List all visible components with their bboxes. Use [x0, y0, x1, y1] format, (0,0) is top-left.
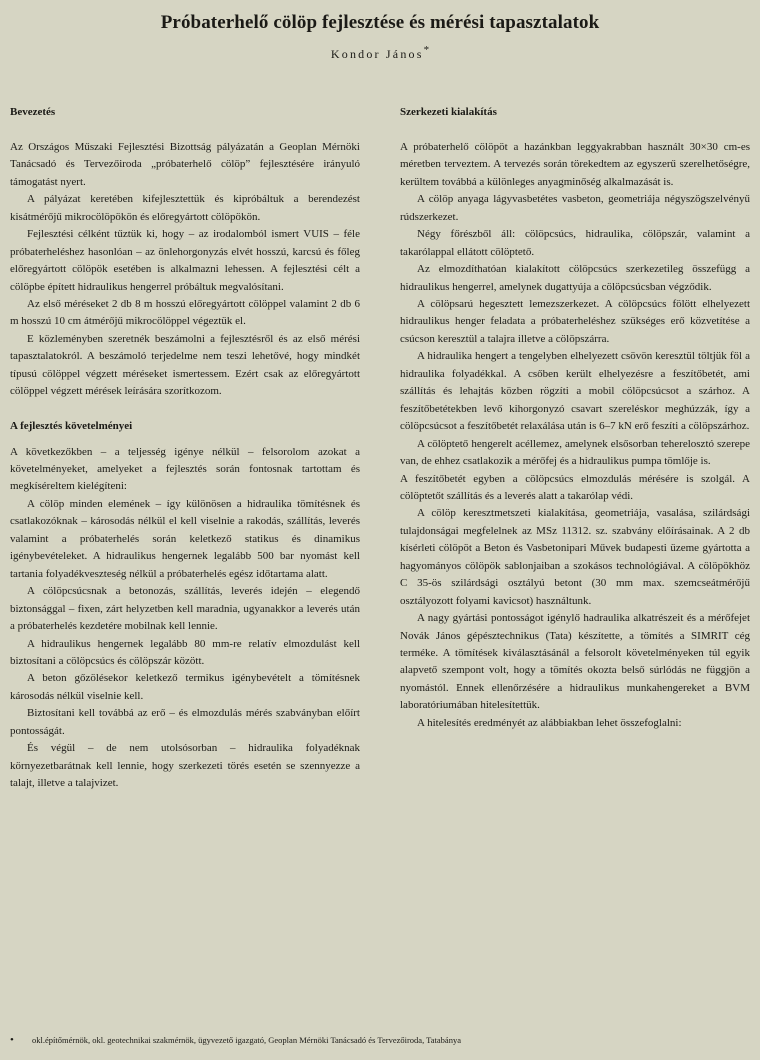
- paragraph: A cölöp anyaga lágyvasbetétes vasbeton, geometriája négyszögszelvényű rúdszerkezet.: [400, 193, 750, 223]
- author-line: [0, 44, 760, 62]
- paragraph: A cölöp minden elemének – így különösen a hidraulika tömítésnek és csatlakozóknak – károsodás nélkül el kell viselnie a rakodás, szállítás, leverés valamint a próbaterhelés során keletkező statikus és dinamikus igénybevételeket. A hidraulikus hengernek legalább 500 bar nyomást kell tartania folyadékveszteség nélkül a próbaterhelés egész időtartama alatt.: [10, 497, 360, 580]
- section-heading-szerkezeti-kialakitas: Szerkezeti kialakítás: [400, 106, 497, 118]
- section-heading-bevezetes: Bevezetés: [10, 106, 56, 118]
- paragraph: A beton gőzölésekor keletkező termikus igénybevételt a tömítésnek károsodás nélkül viselnie kell.: [10, 672, 360, 702]
- paragraph: A nagy gyártási pontosságot igénylő hadraulika alkatrészeit és a mérőfejet Novák János gépésztechnikus (Tata) készítette, a tömítés a SIMRIT cég terméke. A tömítések kiválasztásánál a felsorolt követelményeken túl egyik alapvető szempont volt, hogy a tömítés okozta belső súrlódás ne függjön a nyomástól. Ennek ellenőrzésére a hidraulikus munkahengereket a BVM laboratóriumában hitelesítettük.: [400, 612, 750, 712]
- left-column: [10, 104, 360, 793]
- paragraph: A pályázat keretében kifejlesztettük és kipróbáltuk a berendezést kisátmérőjű mikrocölöpökön és előregyártott cölöpökön.: [10, 193, 360, 223]
- paragraph: Az elmozdíthatóan kialakított cölöpcsúcs szerkezetileg összefügg a hidraulikus hengerrel, amelynek dugattyúja a cölöpcsúcsban végződik.: [400, 263, 750, 293]
- footnote-text: okl.építőmérnök, okl. geotechnikai szakmérnök, ügyvezető igazgató, Geoplan Mérnöki Tanácsadó és Tervezőiroda, Tatabánya: [32, 1035, 461, 1045]
- paragraph: E közleményben szeretnék beszámolni a fejlesztésről és az első mérési tapasztalatokról. A beszámoló terjedelme nem teszi lehetővé, hogy mindkét típusú cölöppel végzett méréseket ismertessem. Ezért csak az előregyártott cölöppel végzett mérések leírására szorítkozom.: [10, 332, 360, 398]
- paragraph: A cölöptető hengerelt acéllemez, amelynek elsősorban teherelosztó szerepe van, de ehhez csatlakozik a mérőfej és a hidraulikus pumpa tömlője is.: [400, 437, 750, 468]
- paragraph: Biztosítani kell továbbá az erő – és elmozdulás mérés szabványban előírt pontosságát.: [10, 707, 360, 737]
- paragraph: Négy főrészből áll: cölöpcsúcs, hidraulika, cölöpszár, valamint a takarólappal ellátott cölöptető.: [400, 228, 750, 258]
- section-heading-kovetelmenyek: A fejlesztés követelményei: [10, 420, 133, 433]
- paragraph: A cölöpsarú hegesztett lemezszerkezet. A cölöpcsúcs fölött elhelyezett hidraulikus henger feladata a próbaterheléshez szükséges erő közvetítése a csúcson keresztül a talajra illetve a cölöpszárra.: [400, 297, 750, 345]
- paper-title: Próbaterhelő cölöp fejlesztése és mérési tapasztalatok: [160, 12, 600, 33]
- footnote-mark: •: [10, 1034, 14, 1046]
- paragraph: A cölöpcsúcsnak a betonozás, szállítás, leverés idején – elegendő biztonsággal – fixen, zárt helyzetben kell maradnia, ugyanakkor a leverés után a próbaterhelés kezdetére mobilnak kell lennie.: [10, 585, 360, 633]
- author-name: Kondor János: [330, 47, 424, 61]
- paragraph: Az Országos Műszaki Fejlesztési Bizottság pályázatán a Geoplan Mérnöki Tanácsadó és Tervezőiroda „próbaterhelő cölöp” fejlesztésére irányuló támogatást nyert.: [10, 140, 360, 188]
- paragraph: A feszítőbetét egyben a cölöpcsúcs elmozdulás mérésére is szolgál. A cölöptetőt szállítás és a leverés alatt a takarólap védi.: [400, 472, 750, 502]
- paragraph: A hidraulika hengert a tengelyben elhelyezett csövön keresztül töltjük föl a hidraulika folyadékkal. A csőben került elhelyezésre a feszítőbetét, ami szállítás és lehajtás közben rögzíti a mobil cölöpcsúcsot a szárhoz. A feszítőbetétekben levő kihorgonyzó csavart szereléskor meghúzzák, így a cölöpcsúcsot a feszítőbetét relaxálása után is 6–7 kN erő feszíti a cölöpszárhoz.: [400, 350, 750, 433]
- paragraph: Az első méréseket 2 db 8 m hosszú előregyártott cölöppel valamint 2 db 6 m hosszú 10 cm átmérőjű mikrocölöppel végeztük el.: [10, 297, 360, 328]
- paragraph: És végül – de nem utolsósorban – hidraulika folyadéknak környezetbarátnak kell lennie, hogy szerkezeti törés esetén se szennyezze a talajt, illetve a talajvizet.: [10, 742, 360, 790]
- paragraph: A következőkben – a teljesség igénye nélkül – felsorolom azokat a követelményeket, amelyeket a fejlesztés során fontosnak tartottam és megkíséreltem kielégíteni:: [10, 445, 360, 493]
- footnote: [10, 1034, 750, 1046]
- author-footnote-mark: *: [423, 44, 430, 56]
- paragraph: A hidraulikus hengernek legalább 80 mm-re relatív elmozdulást kell biztosítani a cölöpcsúcs és cölöpszár között.: [10, 637, 360, 668]
- paragraph: A hitelesítés eredményét az alábbiakban lehet összefoglalni:: [417, 716, 682, 729]
- paragraph: A cölöp keresztmetszeti kialakítása, geometriája, vasalása, szilárdsági tulajdonságai megfelelnek az MSz 11312. sz. szabvány előírásainak. A 2 db kísérleti cölöpöt a Beton és Vasbetonipari Művek budapesti üzeme gyártotta a hagyományos cölöpök sablonjaiban a szokásos technológiával. A cölöpökhöz C 35-ös szilárdsági osztályú betont (30 mm max. szemcseátmérőjű osztályozott folyami kavicsot) használtunk.: [400, 507, 750, 607]
- paragraph: A próbaterhelő cölöpöt a hazánkban leggyakrabban használt 30×30 cm-es méretben terveztem. A tervezés során törekedtem az egyszerű szerelhetőségre, kerültem továbbá a különleges anyagminőség alkalmazását is.: [400, 140, 750, 188]
- right-column: [400, 104, 750, 732]
- paragraph: Fejlesztési célként tűztük ki, hogy – az irodalomból ismert VUIS – féle próbaterheléshez hasonlóan – az önlehorgonyzás elvét hosszú, karcsú és főleg előregyártott cölöpök esetében is alkalmazni lehessen. A fejlesztési célt a cölöpbe épített hidraulikus hengerrel próbáltuk megvalósítani.: [10, 228, 360, 293]
